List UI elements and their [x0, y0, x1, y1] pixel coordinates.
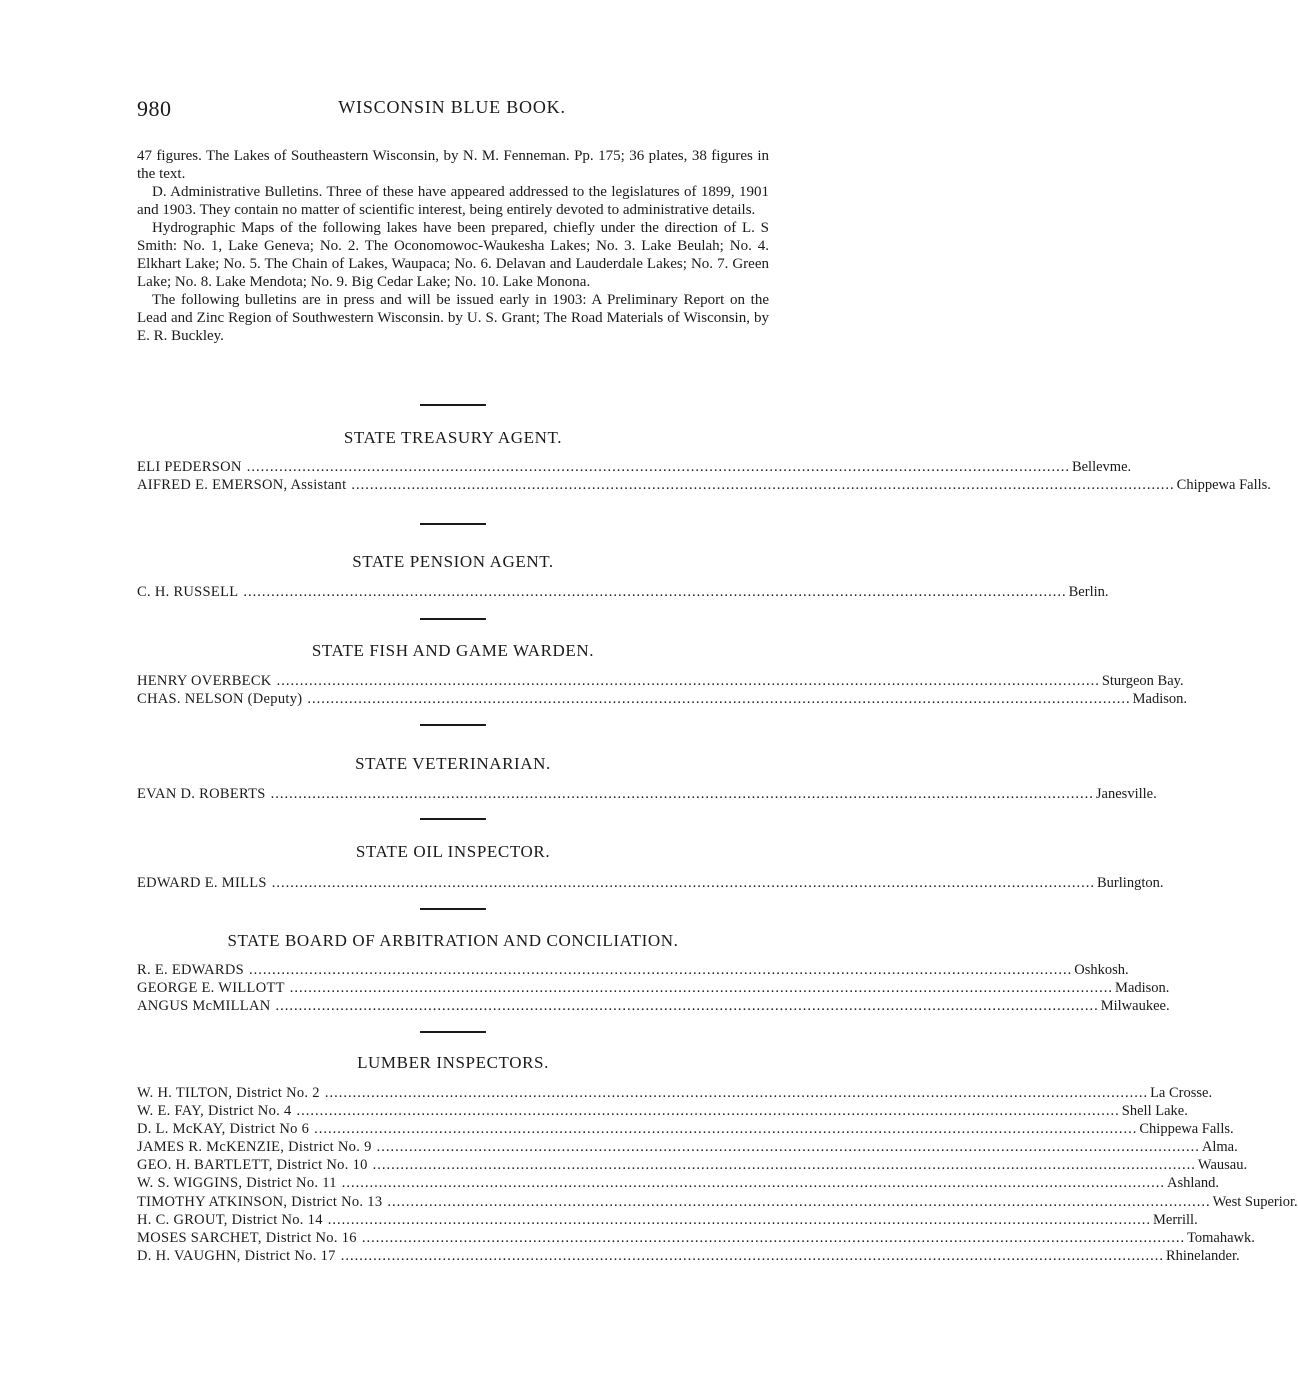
- section-heading-fish-game-warden: STATE FISH AND GAME WARDEN.: [311, 641, 595, 660]
- section-divider: [420, 724, 486, 726]
- section-heading-arbitration-board: STATE BOARD OF ARBITRATION AND CONCILIATION.: [227, 931, 679, 950]
- official-location: Alma.: [1201, 1139, 1238, 1156]
- dot-leader: ..................................................................................................................................................................................: [372, 1157, 1196, 1174]
- intro-paragraph: 47 figures. The Lakes of Southeastern Wisconsin, by N. M. Fenneman. Pp. 175; 36 plates, 38 figures in the text.: [137, 148, 769, 182]
- official-location: Berlin.: [1068, 584, 1109, 600]
- official-name: GEO. H. BARTLETT, District No. 10: [137, 1157, 368, 1174]
- dot-leader: ..................................................................................................................................................................................: [327, 1211, 1151, 1228]
- official-location: Merrill.: [1153, 1211, 1198, 1228]
- dot-leader: ..................................................................................................................................................................................: [361, 1229, 1186, 1246]
- section-divider: [420, 523, 486, 525]
- page-number: 980: [137, 96, 172, 121]
- official-name: D. L. McKAY, District No 6: [137, 1121, 310, 1138]
- official-location: Burlington.: [1097, 875, 1164, 891]
- dot-leader: ..................................................................................................................................................................................: [246, 459, 1070, 475]
- official-location: Oshkosh.: [1074, 962, 1129, 978]
- roster-entry: [137, 1138, 1238, 1156]
- roster-treasury-agent: [137, 458, 1271, 494]
- official-location: Madison.: [1132, 691, 1188, 708]
- roster-entry: [137, 458, 1132, 476]
- roster-fish-game-warden: [137, 672, 1188, 708]
- official-name: JAMES R. McKENZIE, District No. 9: [137, 1139, 372, 1156]
- intro-paragraph: The following bulletins are in press and will be issued early in 1903: A Preliminary Report on the Lead and Zinc Region of Southwestern Wisconsin. by U. S. Grant; The Road Materials of Wisconsin, by E. R. Buckley.: [137, 292, 769, 344]
- roster-entry: [137, 583, 1109, 601]
- dot-leader: ..................................................................................................................................................................................: [307, 691, 1131, 708]
- official-location: West Superior.: [1212, 1193, 1298, 1210]
- intro-paragraph: D. Administrative Bulletins. Three of these have appeared addressed to the legislatures of 1899, 1901 and 1903. They contain no matter of scientific interest, being entirely devoted to administrative details.: [137, 184, 769, 218]
- section-divider: [420, 818, 486, 820]
- roster-entry: [137, 690, 1188, 708]
- roster-entry: [137, 961, 1129, 979]
- section-divider: [420, 908, 486, 910]
- dot-leader: ..................................................................................................................................................................................: [296, 1103, 1120, 1120]
- dot-leader: ..................................................................................................................................................................................: [341, 1175, 1166, 1192]
- dot-leader: ..................................................................................................................................................................................: [276, 673, 1100, 689]
- roster-lumber-inspectors: [137, 1084, 1298, 1265]
- roster-entry: [137, 1120, 1234, 1138]
- roster-entry: [137, 997, 1170, 1015]
- dot-leader: ..................................................................................................................................................................................: [270, 786, 1094, 802]
- section-heading-veterinarian: STATE VETERINARIAN.: [355, 754, 551, 773]
- official-name: W. S. WIGGINS, District No. 11: [137, 1175, 337, 1192]
- dot-leader: ..................................................................................................................................................................................: [275, 998, 1099, 1015]
- dot-leader: ..................................................................................................................................................................................: [289, 980, 1114, 997]
- official-name: EVAN D. ROBERTS: [137, 786, 266, 802]
- section-heading-pension-agent: STATE PENSION AGENT.: [352, 552, 554, 571]
- roster-entry: [137, 1084, 1213, 1102]
- official-location: Chippewa Falls.: [1139, 1121, 1234, 1138]
- roster-entry: [137, 1193, 1298, 1211]
- roster-entry: [137, 979, 1170, 997]
- official-location: Wausau.: [1197, 1157, 1248, 1174]
- official-name: ELI PEDERSON: [137, 459, 242, 475]
- dot-leader: ..................................................................................................................................................................................: [387, 1193, 1211, 1210]
- official-location: Milwaukee.: [1100, 998, 1170, 1015]
- official-name: MOSES SARCHET, District No. 16: [137, 1229, 357, 1246]
- official-name: R. E. EDWARDS: [137, 962, 245, 978]
- roster-entry: [137, 874, 1164, 892]
- roster-entry: [137, 1211, 1198, 1229]
- section-divider: [420, 1031, 486, 1033]
- official-name: TIMOTHY ATKINSON, District No. 13: [137, 1193, 383, 1210]
- official-location: Chippewa Falls.: [1176, 477, 1271, 494]
- official-name: AIFRED E. EMERSON, Assistant: [137, 477, 347, 494]
- official-name: HENRY OVERBECK: [137, 673, 272, 689]
- official-name: C. H. RUSSELL: [137, 584, 239, 600]
- dot-leader: ..................................................................................................................................................................................: [324, 1085, 1149, 1101]
- roster-entry: [137, 1247, 1240, 1265]
- roster-entry: [137, 785, 1157, 803]
- official-name: EDWARD E. MILLS: [137, 875, 267, 891]
- official-location: Ashland.: [1167, 1175, 1219, 1192]
- official-name: W. H. TILTON, District No. 2: [137, 1085, 320, 1101]
- official-location: Shell Lake.: [1121, 1103, 1188, 1120]
- roster-entry: [137, 1156, 1248, 1174]
- roster-oil-inspector: [137, 874, 1164, 892]
- intro-paragraph: Hydrographic Maps of the following lakes have been prepared, chiefly under the direction of L. S Smith: No. 1, Lake Geneva; No. 2. The Oconomowoc-Waukesha Lakes; No. 3. Lake Beulah; No. 4. Elkhart Lake; No. 5. The Chain of Lakes, Waupaca; No. 6. Delavan and Lauderdale Lakes; No. 7. Green Lake; No. 8. Lake Mendota; No. 9. Big Cedar Lake; No. 10. Lake Monona.: [137, 220, 769, 290]
- official-name: D. H. VAUGHN, District No. 17: [137, 1247, 336, 1264]
- roster-entry: [137, 476, 1271, 494]
- official-location: Bellevme.: [1071, 459, 1132, 475]
- book-title: WISCONSIN BLUE BOOK.: [338, 97, 566, 117]
- official-location: Rhinelander.: [1165, 1247, 1240, 1264]
- official-location: Tomahawk.: [1187, 1229, 1255, 1246]
- section-heading-treasury-agent: STATE TREASURY AGENT.: [343, 428, 563, 447]
- official-location: Janesville.: [1095, 786, 1157, 802]
- section-heading-oil-inspector: STATE OIL INSPECTOR.: [355, 842, 551, 861]
- roster-pension-agent: [137, 583, 1109, 601]
- dot-leader: ..................................................................................................................................................................................: [314, 1121, 1138, 1138]
- dot-leader: ..................................................................................................................................................................................: [271, 875, 1096, 891]
- official-location: La Crosse.: [1150, 1085, 1213, 1101]
- roster-arbitration-board: [137, 961, 1170, 1015]
- roster-entry: [137, 1174, 1219, 1192]
- dot-leader: ..................................................................................................................................................................................: [243, 584, 1067, 600]
- official-name: W. E. FAY, District No. 4: [137, 1103, 292, 1120]
- running-head: [137, 96, 767, 124]
- roster-entry: [137, 1102, 1188, 1120]
- section-heading-lumber-inspectors: LUMBER INSPECTORS.: [357, 1053, 549, 1072]
- official-name: CHAS. NELSON (Deputy): [137, 691, 303, 708]
- official-location: Sturgeon Bay.: [1101, 673, 1184, 689]
- intro-text: [137, 147, 769, 345]
- official-name: H. C. GROUT, District No. 14: [137, 1211, 323, 1228]
- official-name: ANGUS McMILLAN: [137, 998, 271, 1015]
- dot-leader: ..................................................................................................................................................................................: [340, 1247, 1164, 1264]
- dot-leader: ..................................................................................................................................................................................: [376, 1139, 1200, 1156]
- roster-entry: [137, 672, 1184, 690]
- section-divider: [420, 404, 486, 406]
- dot-leader: ..................................................................................................................................................................................: [351, 477, 1175, 494]
- section-divider: [420, 618, 486, 620]
- roster-entry: [137, 1229, 1255, 1247]
- roster-veterinarian: [137, 785, 1157, 803]
- official-name: GEORGE E. WILLOTT: [137, 980, 285, 997]
- official-location: Madison.: [1115, 980, 1170, 997]
- dot-leader: ..................................................................................................................................................................................: [249, 962, 1073, 978]
